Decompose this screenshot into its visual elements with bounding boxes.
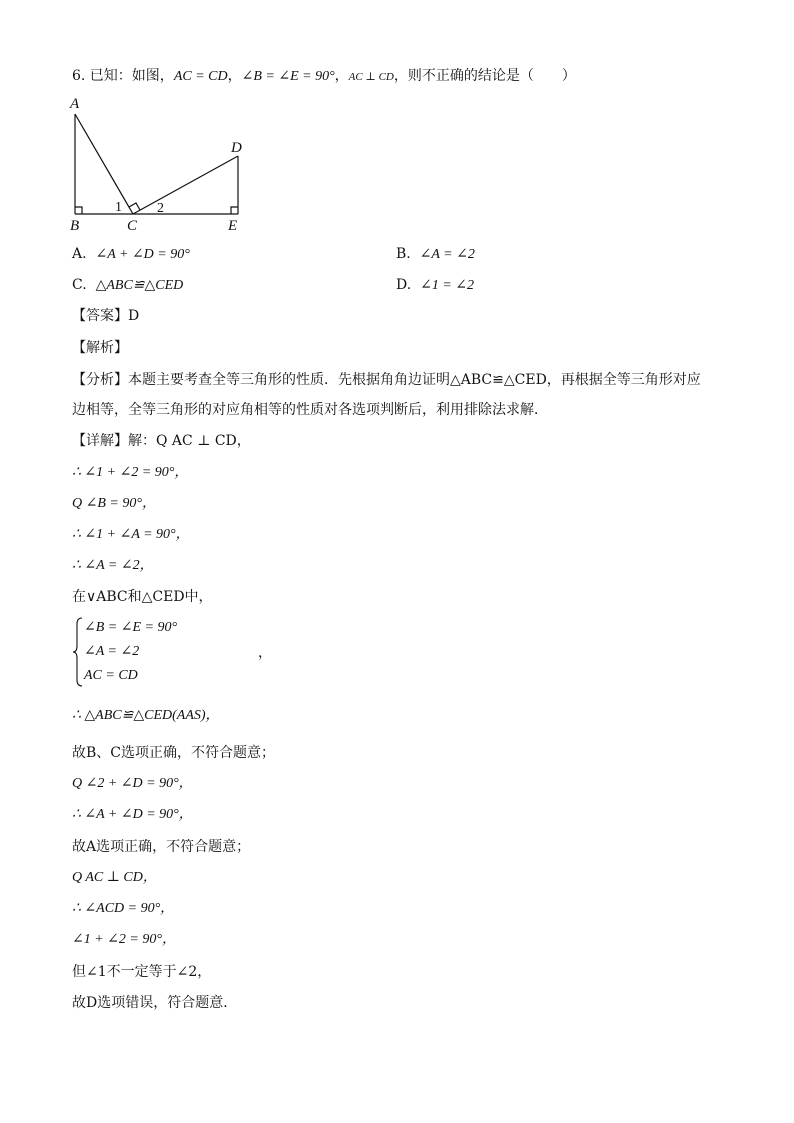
option-a [72, 244, 190, 265]
detail-line-2: ∴ ∠1 + ∠2 = 90°， [72, 465, 189, 480]
label-c: C [127, 218, 138, 234]
fenxi-tag: 【分析】 [72, 372, 128, 388]
answer-line [72, 306, 139, 326]
segment-cd [133, 156, 238, 214]
system-row-3: AC = CD [84, 668, 138, 683]
question-ask: ，则不正确的结论是（ ） [393, 68, 576, 84]
detail-line-4: ∴ ∠1 + ∠A = 90°， [72, 527, 190, 542]
detail-line-6: 在∨ABC和△CED中， [72, 589, 213, 605]
answer-value: D [128, 308, 140, 324]
system-row-2: ∠A = ∠2 [84, 644, 140, 659]
left-brace-icon [72, 616, 84, 688]
detail-tag: 【详解】 [72, 433, 128, 449]
detail-line-5: ∴ ∠A = ∠2， [72, 558, 154, 573]
detail-line-9: Q ∠2 + ∠D = 90°， [72, 776, 193, 791]
separator: ， [227, 68, 242, 84]
equation-system [72, 616, 312, 688]
option-key: B. [396, 246, 411, 262]
label-e: E [228, 218, 238, 234]
detail-line-3: Q ∠B = 90°， [72, 496, 156, 511]
fenxi-text: 本题主要考查全等三角形的性质．先根据角角边证明△ABC≌△CED，再根据全等三角形对应 [128, 372, 701, 388]
question-prefix: 6. 已知：如图， [72, 68, 174, 84]
fenxi-line-1 [72, 370, 701, 390]
system-comma: ， [258, 645, 272, 661]
detail-text: 解：Q AC ⊥ CD， [128, 433, 251, 449]
condition-right-angles: ∠B = ∠E = 90° [241, 69, 335, 84]
label-angle-2: 2 [157, 201, 164, 216]
option-text: ∠1 = ∠2 [420, 278, 475, 293]
condition-perpendicular: AC ⊥ CD [348, 71, 394, 83]
detail-line-12: Q AC ⊥ CD， [72, 870, 157, 885]
option-key: A. [72, 246, 87, 262]
option-key: C. [72, 277, 87, 293]
fenxi-line-2: 边相等，全等三角形的对应角相等的性质对各选项判断后，利用排除法求解． [72, 402, 548, 418]
option-text: ∠A = ∠2 [419, 247, 475, 262]
question-stem [72, 66, 576, 87]
answer-tag: 【答案】 [72, 308, 128, 324]
geometry-figure [66, 96, 256, 236]
detail-line-1 [72, 431, 251, 451]
segment-ac [75, 114, 133, 214]
option-d [396, 275, 474, 296]
label-angle-1: 1 [115, 200, 122, 215]
option-key: D. [396, 277, 412, 293]
detail-line-16: 故D选项错误，符合题意． [72, 995, 238, 1011]
detail-line-11: 故A选项正确，不符合题意； [72, 839, 251, 855]
analysis-tag: 【解析】 [72, 340, 128, 356]
detail-line-13: ∴ ∠ACD = 90°， [72, 901, 175, 916]
system-row-1: ∠B = ∠E = 90° [84, 620, 178, 635]
label-b: B [70, 218, 80, 234]
right-angle-mark-b [75, 207, 82, 214]
separator: ， [334, 68, 349, 84]
label-a: A [70, 96, 80, 112]
label-d: D [231, 140, 242, 156]
detail-line-10: ∴ ∠A + ∠D = 90°， [72, 807, 193, 822]
option-text: △ABC≌△CED [95, 278, 184, 293]
condition-ac-cd: AC = CD [173, 69, 228, 84]
detail-line-15: 但∠1不一定等于∠2， [72, 964, 212, 980]
option-b [396, 244, 475, 265]
detail-line-7: ∴ △ABC≌△CED(AAS)， [72, 708, 220, 723]
option-text: ∠A + ∠D = 90° [95, 247, 190, 262]
right-angle-mark-e [231, 207, 238, 214]
triangle-diagram [66, 96, 256, 236]
detail-line-8: 故B、C选项正确，不符合题意； [72, 745, 275, 761]
detail-line-14: ∠1 + ∠2 = 90°， [72, 932, 176, 947]
option-c [72, 275, 183, 296]
